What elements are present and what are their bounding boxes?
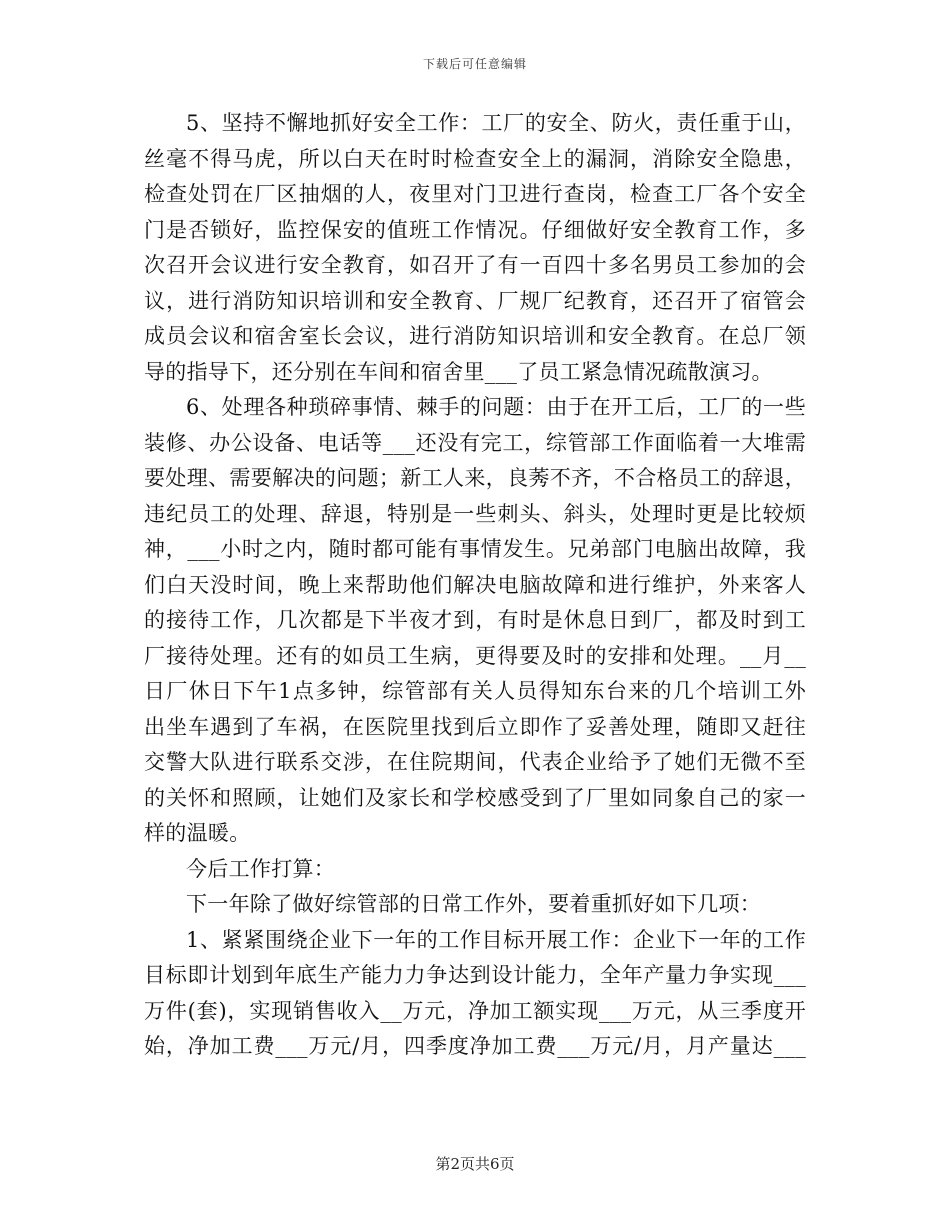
text-line: 始，净加工费___万元/月，四季度净加工费___万元/月，月产量达___	[144, 1034, 806, 1058]
text-line: 导的指导下，还分别在车间和宿舍里___了员工紧急情况疏散演习。	[144, 359, 773, 384]
text-line: 交警大队进行联系交涉，在住院期间，代表企业给予了她们无微不至	[144, 750, 806, 774]
text-line: 违纪员工的处理、辞退，特别是一些刺头、斜头，处理时更是比较烦	[144, 501, 806, 526]
text-line: 样的温暖。	[144, 821, 251, 845]
text-line: 神，___小时之内，随时都可能有事情发生。兄弟部门电脑出故障，我	[144, 537, 806, 561]
text-line: 下一年除了做好综管部的日常工作外，要着重抓好如下几项：	[186, 892, 762, 916]
text-line: 成员会议和宿舍室长会议，进行消防知识培训和安全教育。在总厂领	[144, 324, 806, 348]
text-line: 1、紧紧围绕企业下一年的工作目标开展工作：企业下一年的工作	[186, 927, 806, 952]
text-line: 6、处理各种琐碎事情、棘手的问题：由于在开工后，工厂的一些	[186, 395, 806, 419]
document-body	[144, 106, 806, 1065]
text-line: 日厂休日下午1点多钟，综管部有关人员得知东台来的几个培训工外	[144, 679, 806, 703]
text-line: 门是否锁好，监控保安的值班工作情况。仔细做好安全教育工作，多	[144, 217, 806, 242]
text-line: 厂接待处理。还有的如员工生病，更得要及时的安排和处理。__月__	[144, 643, 806, 668]
text-line: 的接待工作，几次都是下半夜才到，有时是休息日到厂，都及时到工	[144, 608, 806, 632]
text-line: 们白天没时间，晚上来帮助他们解决电脑故障和进行维护，外来客人	[144, 572, 806, 597]
text-line: 万件(套)，实现销售收入__万元，净加工额实现___万元，从三季度开	[144, 998, 806, 1023]
text-line: 今后工作打算：	[186, 856, 336, 881]
text-line: 次召开会议进行安全教育，如召开了有一百四十多名男员工参加的会	[144, 253, 806, 277]
page-footer: 第2页共6页	[435, 1155, 515, 1173]
text-line: 5、坚持不懈地抓好安全工作：工厂的安全、防火，责任重于山，	[186, 111, 806, 135]
page-header-note: 下载后可任意编辑	[422, 57, 527, 71]
text-line: 丝毫不得马虎，所以白天在时时检查安全上的漏洞，消除安全隐患，	[144, 146, 806, 171]
text-line: 检查处罚在厂区抽烟的人，夜里对门卫进行查岗，检查工厂各个安全	[144, 182, 806, 206]
text-line: 议，进行消防知识培训和安全教育、厂规厂纪教育，还召开了宿管会	[144, 288, 806, 313]
text-line: 的关怀和照顾，让她们及家长和学校感受到了厂里如同象自己的家一	[144, 785, 806, 810]
text-line: 出坐车遇到了车祸，在医院里找到后立即作了妥善处理，随即又赶往	[144, 714, 806, 739]
text-line: 目标即计划到年底生产能力力争达到设计能力，全年产量力争实现___	[144, 963, 806, 987]
text-line: 装修、办公设备、电话等___还没有完工，综管部工作面临着一大堆需	[144, 430, 806, 455]
text-line: 要处理、需要解决的问题；新工人来，良莠不齐，不合格员工的辞退，	[144, 466, 806, 490]
